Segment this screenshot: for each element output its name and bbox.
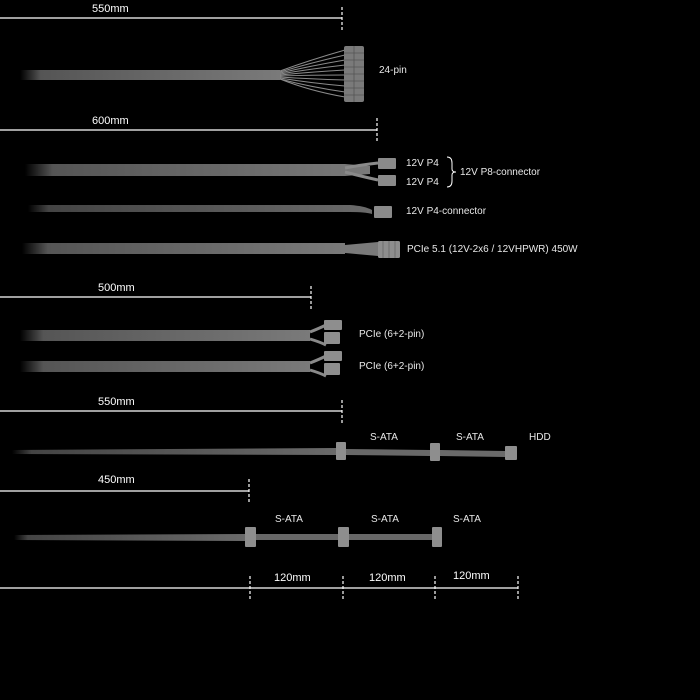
dimension-550mm-sata xyxy=(0,400,342,424)
pcie5-label: PCIe 5.1 (12V-2x6 / 12VHPWR) 450W xyxy=(407,244,578,255)
atx-24pin-label: 24-pin xyxy=(379,65,407,76)
p4-connector-top xyxy=(378,158,396,169)
p4-connector xyxy=(374,206,392,218)
hdd-molex-connector xyxy=(505,446,517,460)
dimension-label-450mm: 450mm xyxy=(98,474,135,486)
sata-hdd-cable xyxy=(12,442,517,461)
sata-hdd-label-2: S-ATA xyxy=(456,432,484,443)
sata-label-1: S-ATA xyxy=(275,514,303,525)
sata-connector-a xyxy=(245,527,256,547)
sata-label-3: S-ATA xyxy=(453,514,481,525)
pcie-a-label: PCIe (6+2-pin) xyxy=(359,329,425,340)
segment-label-2: 120mm xyxy=(369,572,406,584)
pcie5-cable xyxy=(22,241,400,258)
dimension-label-600mm: 600mm xyxy=(92,115,129,127)
p4-bottom-label: 12V P4 xyxy=(406,177,439,188)
sata-cable xyxy=(14,527,442,547)
p4-cable xyxy=(28,205,392,218)
dimension-label-500mm: 500mm xyxy=(98,282,135,294)
p4-connector-bottom xyxy=(378,175,396,186)
sata-hdd-label-1: S-ATA xyxy=(370,432,398,443)
dimension-600mm xyxy=(0,118,377,142)
dimension-segments xyxy=(0,576,518,600)
cpu-p8-cable xyxy=(25,157,456,187)
p4-connector-label: 12V P4-connector xyxy=(406,206,487,217)
dimension-550mm-top xyxy=(0,7,342,30)
sata-connector-2 xyxy=(430,443,440,461)
atx-24pin-cable xyxy=(20,46,364,102)
sata-connector-c xyxy=(432,527,442,547)
dimension-label-550mm-top: 550mm xyxy=(92,3,129,15)
pcie-6plus2-cable-a xyxy=(20,320,342,345)
segment-label-1: 120mm xyxy=(274,572,311,584)
p8-connector-label: 12V P8-connector xyxy=(460,167,541,178)
sata-label-2: S-ATA xyxy=(371,514,399,525)
sata-connector-b xyxy=(338,527,349,547)
p4-top-label: 12V P4 xyxy=(406,158,439,169)
hdd-label: HDD xyxy=(529,432,551,443)
dimension-label-550mm-sata: 550mm xyxy=(98,396,135,408)
pcie-6plus2-cable-b xyxy=(20,351,342,376)
p8-brace xyxy=(447,157,456,187)
segment-label-3: 120mm xyxy=(453,570,490,582)
pcie-b-label: PCIe (6+2-pin) xyxy=(359,361,425,372)
dimension-500mm xyxy=(0,286,311,310)
sata-connector-1 xyxy=(336,442,346,460)
